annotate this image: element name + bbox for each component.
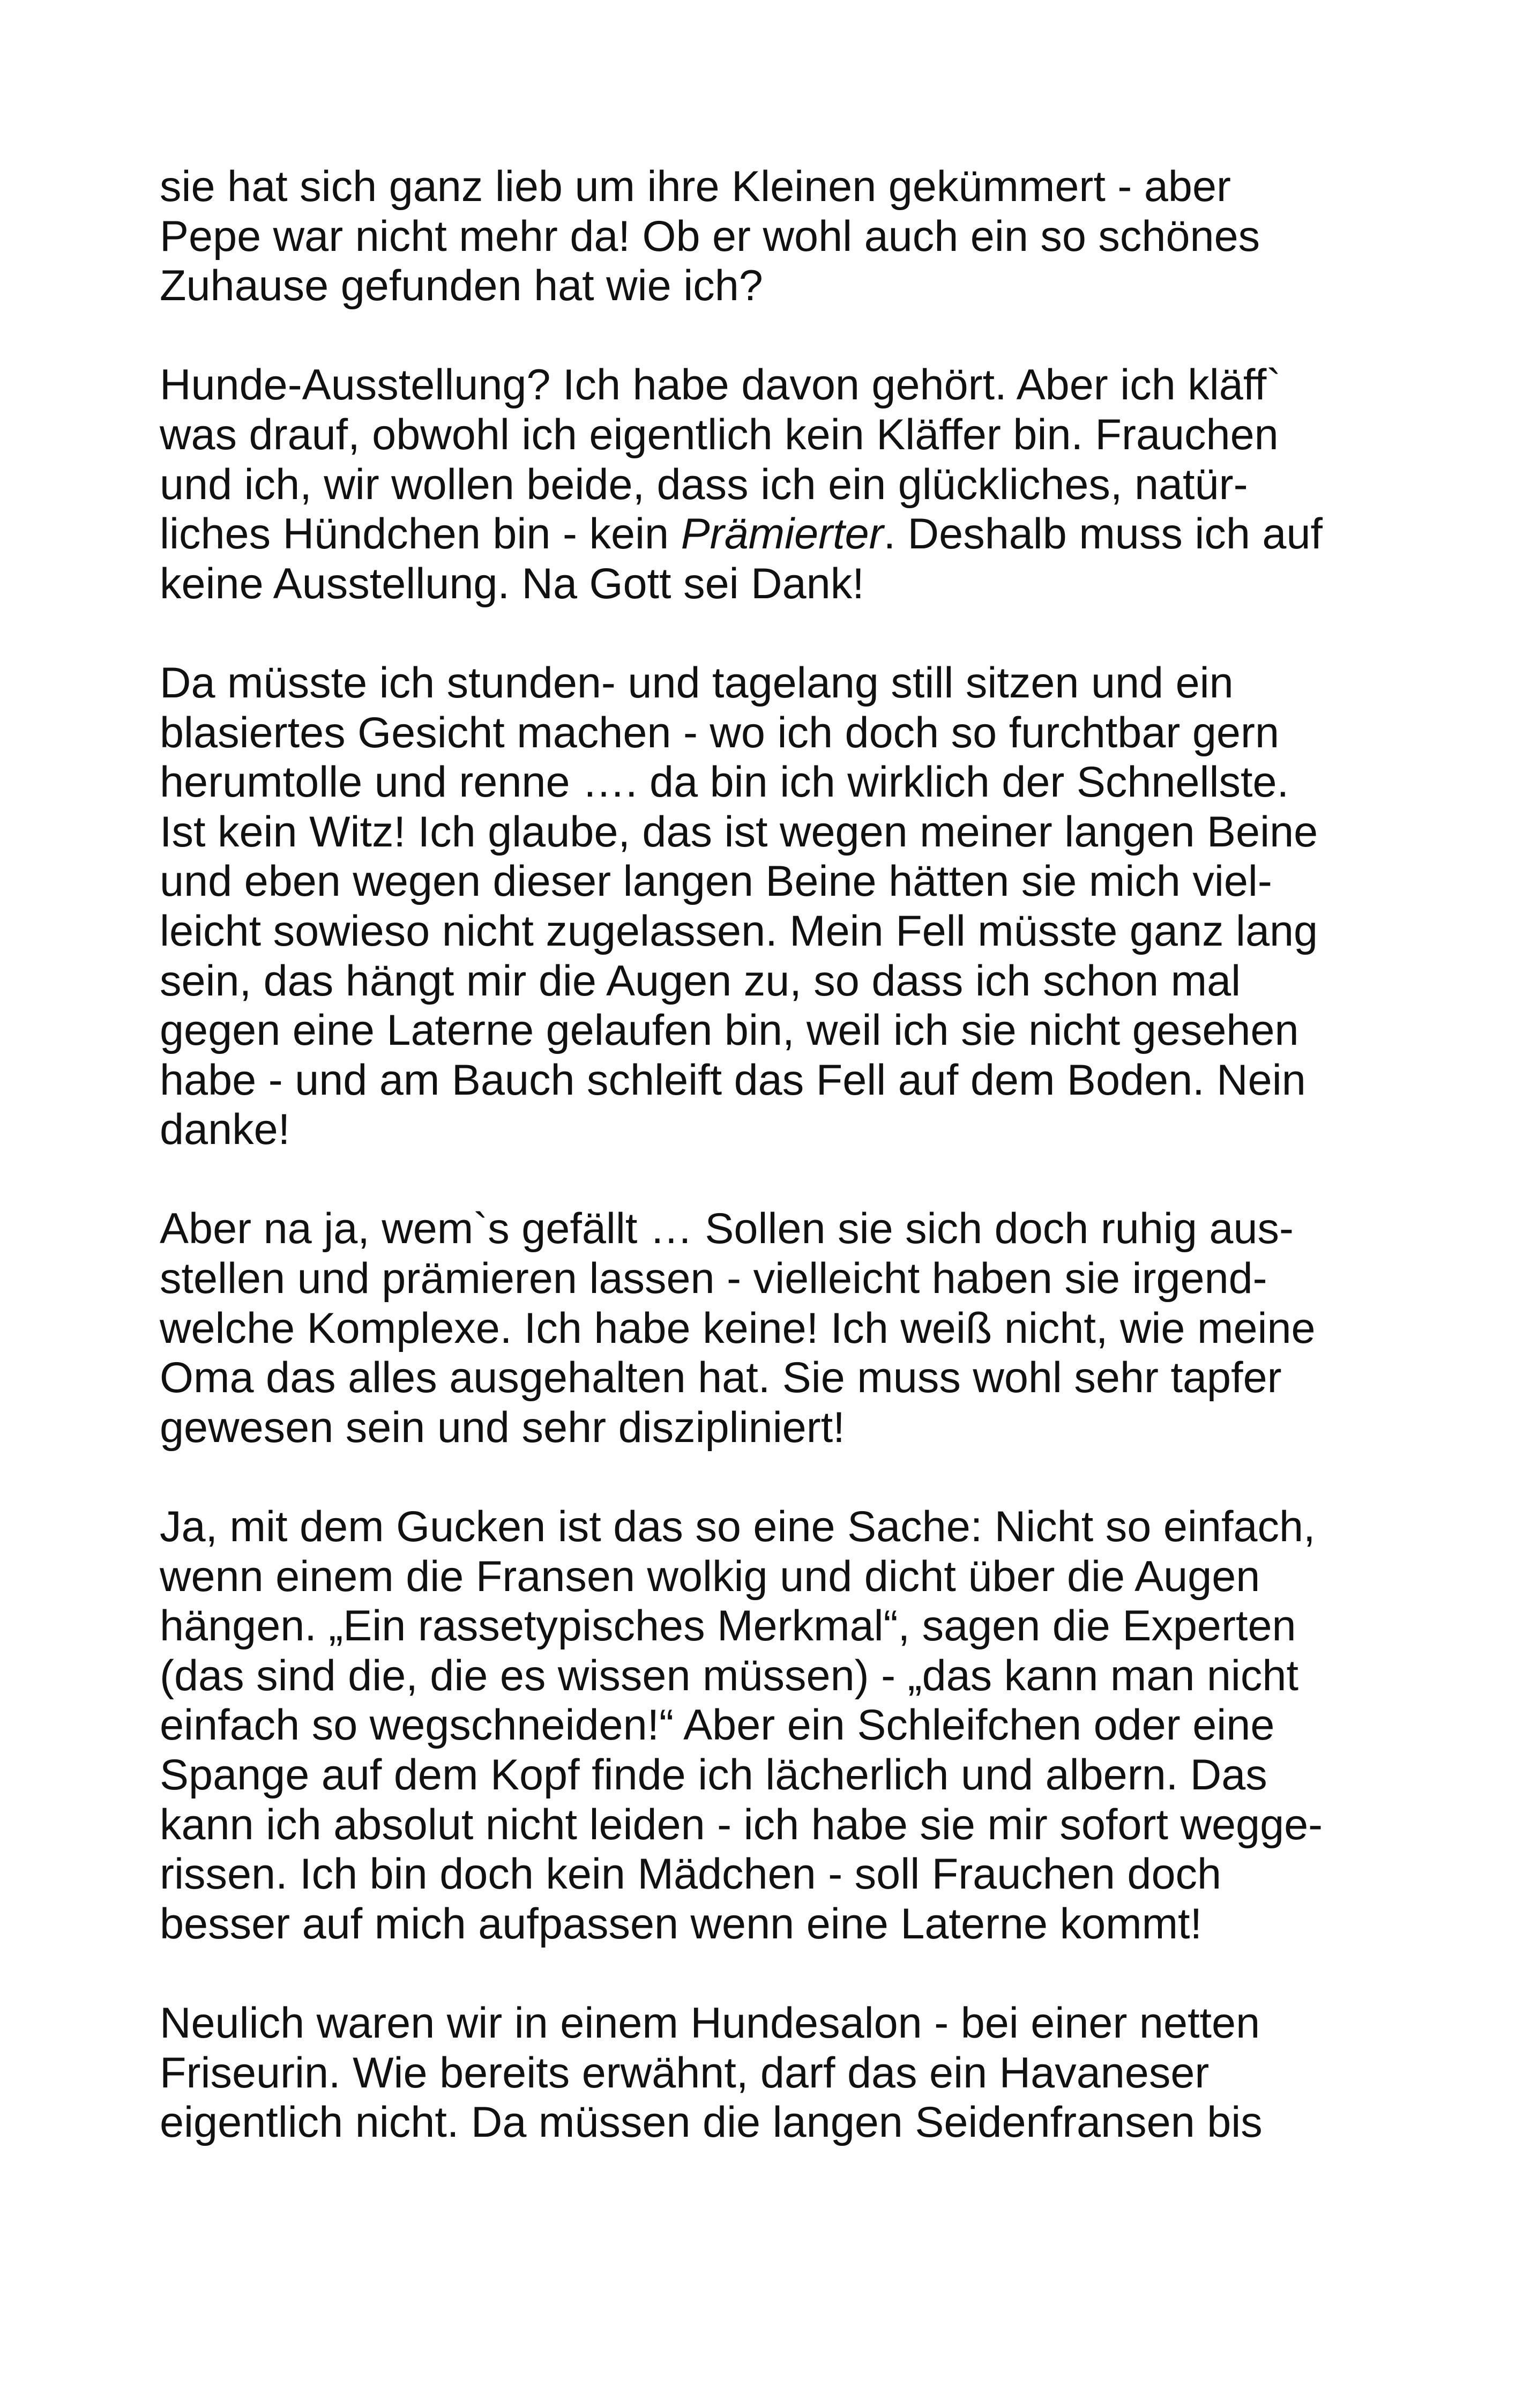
- text-line: besser auf mich aufpassen wenn eine Laterne kommt!: [160, 1899, 1203, 1948]
- paragraph-spacer: [160, 1452, 1392, 1502]
- paragraph-spacer: [160, 1949, 1392, 1998]
- paragraph-spacer: [160, 1155, 1392, 1205]
- text-line: kann ich absolut nicht leiden - ich habe sie mir sofort wegge-: [160, 1800, 1323, 1849]
- text-line: was drauf, obwohl ich eigentlich kein Kläffer bin. Frauchen: [160, 410, 1279, 459]
- paragraph-5: [160, 1502, 1392, 1949]
- text-line: Ist kein Witz! Ich glaube, das ist wegen meiner langen Beine: [160, 807, 1318, 856]
- emphasized-word: Prämierter: [681, 510, 884, 559]
- text-line: (das sind die, die es wissen müssen) - „das kann man nicht: [160, 1651, 1298, 1700]
- text-line: welche Komplexe. Ich habe keine! Ich weiß nicht, wie meine: [160, 1304, 1316, 1352]
- text-line: habe - und am Bauch schleift das Fell auf dem Boden. Nein: [160, 1056, 1306, 1104]
- text-line: Friseurin. Wie bereits erwähnt, darf das ein Havaneser: [160, 2048, 1210, 2097]
- body-text: [160, 162, 1392, 2147]
- text-line: und ich, wir wollen beide, dass ich ein glückliches, natür-: [160, 460, 1248, 509]
- text-segment: liches Hündchen bin - kein: [160, 510, 681, 559]
- paragraph-4: [160, 1204, 1392, 1452]
- text-segment: . Deshalb muss ich auf: [883, 510, 1323, 559]
- text-line: eigentlich nicht. Da müssen die langen Seidenfransen bis: [160, 2098, 1263, 2147]
- paragraph-6: [160, 1998, 1392, 2147]
- text-line: Zuhause gefunden hat wie ich?: [160, 262, 763, 310]
- text-line: herumtolle und renne …. da bin ich wirklich der Schnellste.: [160, 758, 1289, 807]
- text-line: Aber na ja, wem`s gefällt … Sollen sie sich doch ruhig aus-: [160, 1205, 1294, 1253]
- paragraph-3: [160, 658, 1392, 1155]
- text-line: einfach so wegschneiden!“ Aber ein Schleifchen oder eine: [160, 1701, 1275, 1750]
- text-line: rissen. Ich bin doch kein Mädchen - soll Frauchen doch: [160, 1850, 1222, 1899]
- text-line: leicht sowieso nicht zugelassen. Mein Fell müsste ganz lang: [160, 906, 1318, 955]
- text-line: gegen eine Laterne gelaufen bin, weil ich sie nicht gesehen: [160, 1006, 1299, 1055]
- paragraph-spacer: [160, 311, 1392, 361]
- text-line: und eben wegen dieser langen Beine hätten sie mich viel-: [160, 857, 1272, 906]
- paragraph-spacer: [160, 608, 1392, 658]
- text-line: [160, 509, 1392, 559]
- text-line: hängen. „Ein rassetypisches Merkmal“, sagen die Experten: [160, 1602, 1296, 1651]
- text-line: wenn einem die Fransen wolkig und dicht über die Augen: [160, 1552, 1260, 1601]
- text-line: Da müsste ich stunden- und tagelang still sitzen und ein: [160, 658, 1234, 707]
- text-line: Hunde-Ausstellung? Ich habe davon gehört. Aber ich kläff`: [160, 361, 1281, 410]
- text-line: gewesen sein und sehr diszipliniert!: [160, 1403, 845, 1452]
- text-line: Spange auf dem Kopf finde ich lächerlich und albern. Das: [160, 1751, 1267, 1799]
- paragraph-2: [160, 360, 1392, 608]
- text-line: keine Ausstellung. Na Gott sei Dank!: [160, 559, 864, 608]
- text-line: Ja, mit dem Gucken ist das so eine Sache: Nicht so einfach,: [160, 1503, 1316, 1551]
- text-line: Neulich waren wir in einem Hundesalon - bei einer netten: [160, 1998, 1260, 2047]
- text-line: danke!: [160, 1105, 290, 1154]
- paragraph-1: [160, 162, 1392, 311]
- text-line: stellen und prämieren lassen - vielleicht haben sie irgend-: [160, 1254, 1267, 1303]
- text-line: Pepe war nicht mehr da! Ob er wohl auch ein so schönes: [160, 212, 1260, 261]
- text-line: blasiertes Gesicht machen - wo ich doch so furchtbar gern: [160, 708, 1279, 757]
- text-line: Oma das alles ausgehalten hat. Sie muss wohl sehr tapfer: [160, 1354, 1282, 1402]
- text-line: sein, das hängt mir die Augen zu, so dass ich schon mal: [160, 956, 1241, 1005]
- text-line: sie hat sich ganz lieb um ihre Kleinen gekümmert - aber: [160, 162, 1231, 211]
